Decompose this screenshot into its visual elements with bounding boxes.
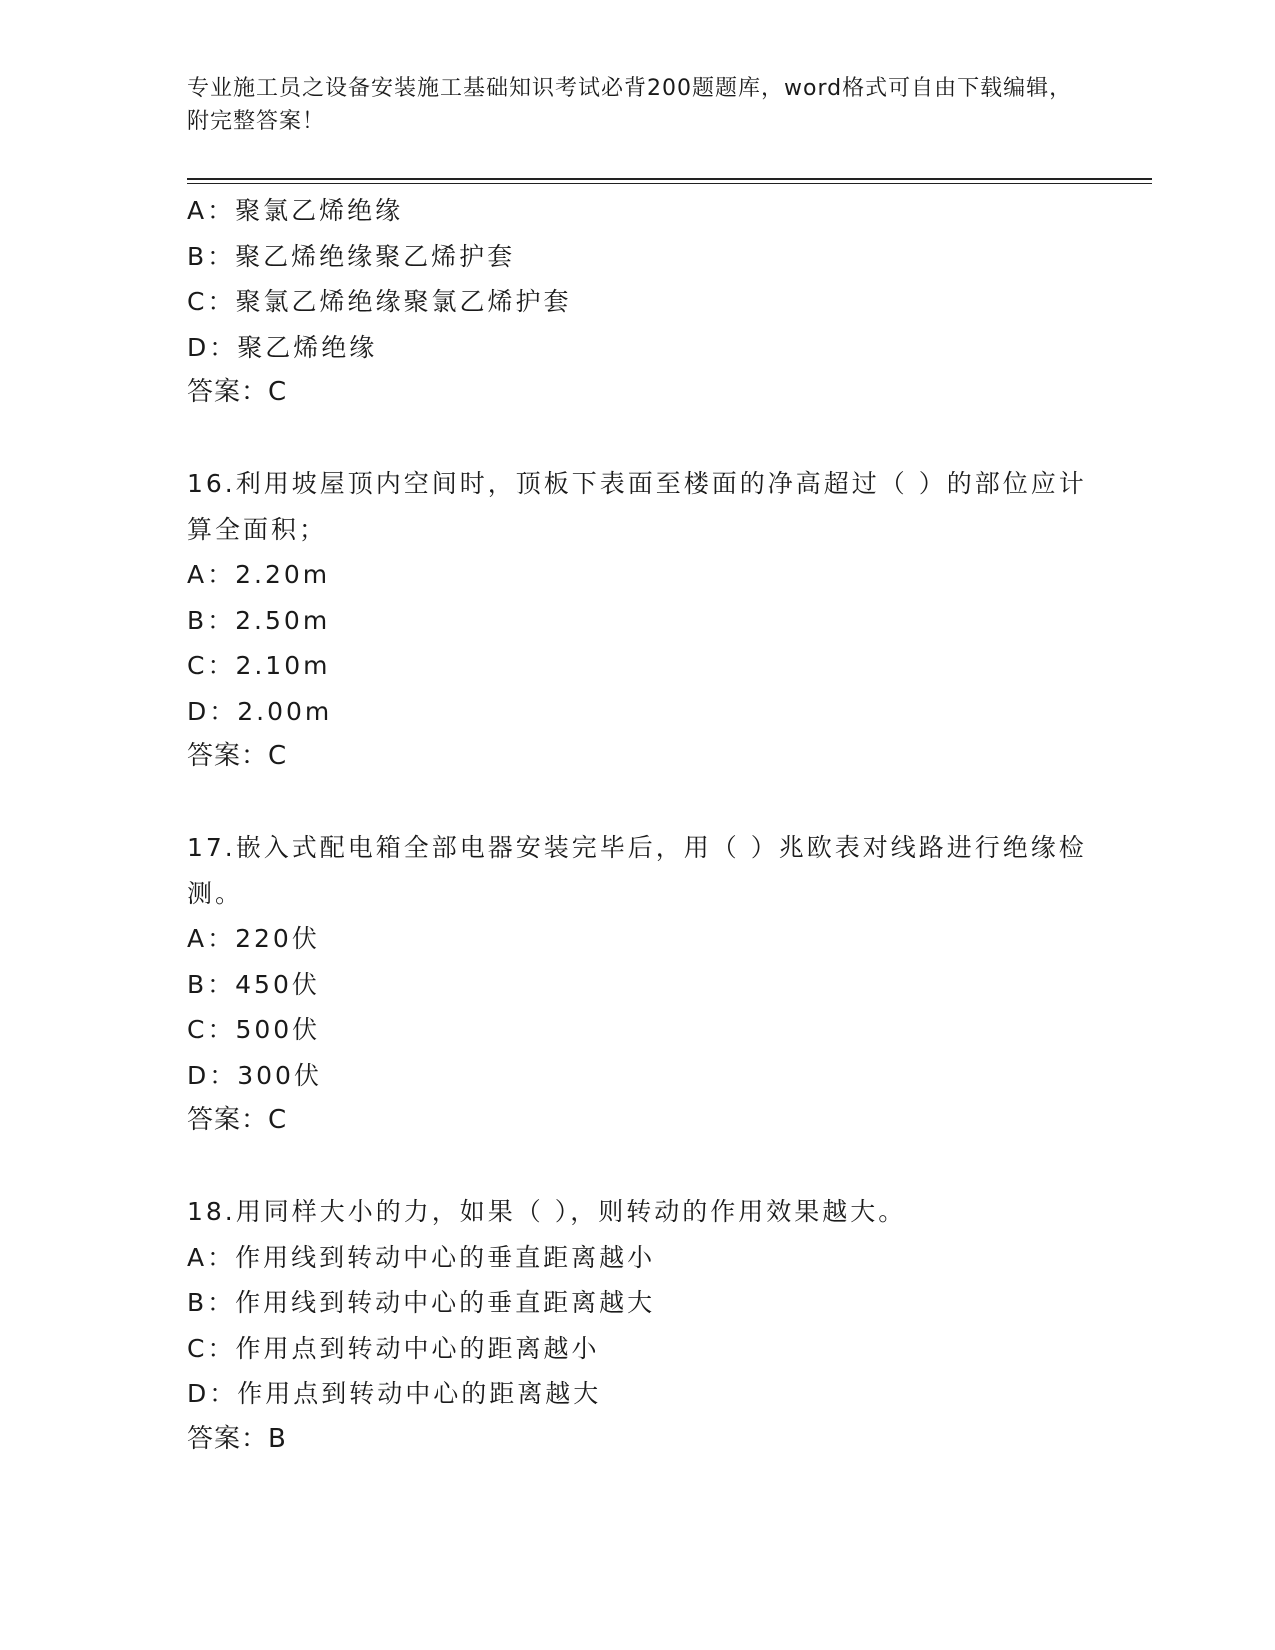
option-d: D：2.00m — [187, 696, 333, 726]
question-stem: 18.用同样大小的力，如果（ ），则转动的作用效果越大。 — [187, 1197, 907, 1226]
answer-line: 答案：C — [187, 1105, 288, 1135]
document-body — [187, 188, 1087, 1462]
question-16 — [187, 461, 1087, 780]
answer-line: 答案：C — [187, 377, 288, 407]
answer-line: 答案：B — [187, 1423, 287, 1454]
option-c: C：500伏 — [187, 1015, 321, 1044]
option-d: D：300伏 — [187, 1060, 322, 1090]
option-c: C：聚氯乙烯绝缘聚氯乙烯护套 — [187, 287, 572, 316]
option-d: D：聚乙烯绝缘 — [187, 332, 378, 362]
option-b: B：450伏 — [187, 969, 320, 999]
option-b: B：聚乙烯绝缘聚乙烯护套 — [187, 241, 516, 271]
question-18 — [187, 1189, 1087, 1462]
option-d: D：作用点到转动中心的距离越大 — [187, 1379, 602, 1408]
option-a: A：作用线到转动中心的垂直距离越小 — [187, 1242, 656, 1272]
option-c: C：2.10m — [187, 651, 331, 680]
continued-question — [187, 188, 1087, 416]
answer-line: 答案：C — [187, 741, 288, 771]
option-c: C：作用点到转动中心的距离越小 — [187, 1333, 600, 1363]
option-b: B：作用线到转动中心的垂直距离越大 — [187, 1288, 656, 1317]
option-a: A：2.20m — [187, 560, 331, 589]
option-a: A：220伏 — [187, 924, 320, 953]
option-b: B：2.50m — [187, 605, 331, 635]
question-17 — [187, 825, 1087, 1144]
question-stem: 17.嵌入式配电箱全部电器安装完毕后，用（ ）兆欧表对线路进行绝缘检测。 — [187, 833, 1087, 908]
spacer — [187, 1144, 1087, 1190]
spacer — [187, 416, 1087, 462]
option-a: A：聚氯乙烯绝缘 — [187, 196, 404, 225]
header-divider-thick — [187, 178, 1152, 180]
question-stem: 16.利用坡屋顶内空间时，顶板下表面至楼面的净高超过（ ）的部位应计算全面积； — [187, 469, 1087, 544]
spacer — [187, 780, 1087, 826]
header-divider-thin — [187, 183, 1152, 184]
page-header-title: 专业施工员之设备安装施工基础知识考试必背200题题库，word格式可自由下载编辑，附完整答案！ — [187, 76, 1073, 134]
